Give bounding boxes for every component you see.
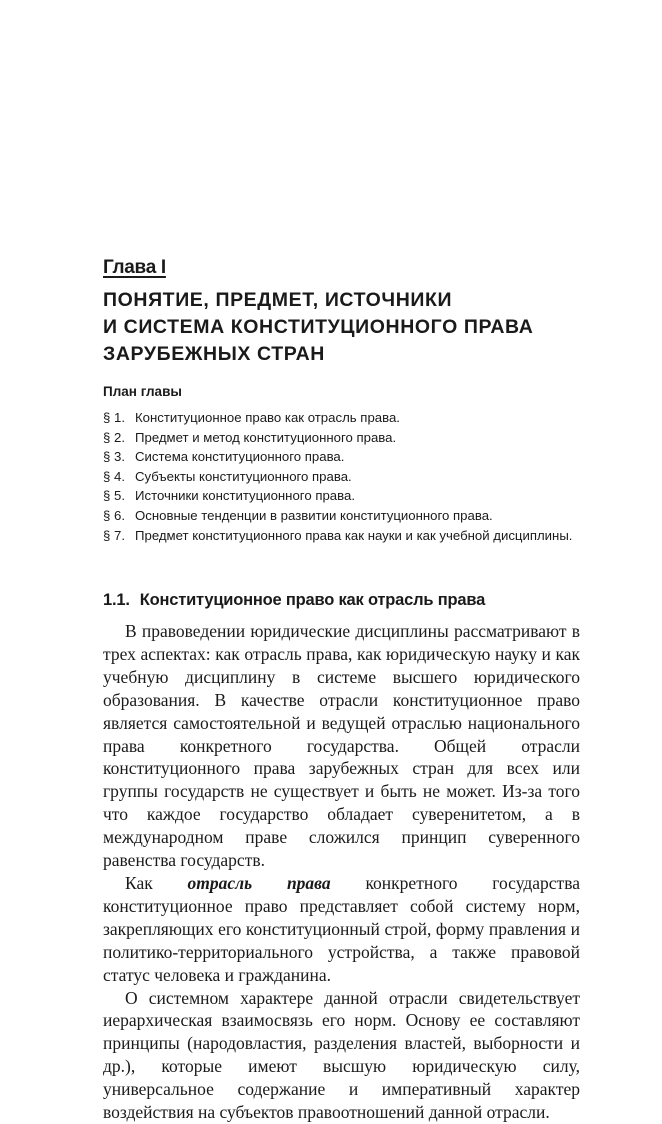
plan-item [103,506,573,526]
plan-item-number: § 5. [103,488,125,504]
emphasized-term: отрасль права [187,872,331,893]
plan-item-number: § 3. [103,449,125,465]
plan-item-text: Субъекты конституционного права. [135,468,352,484]
plan-list [103,408,573,545]
body-text [103,620,580,1124]
plan-item [103,447,573,467]
plan-item-number: § 2. [103,429,125,445]
plan-item-number: § 4. [103,468,125,484]
plan-item-text: Предмет и метод конституционного права. [135,429,397,445]
section-title: Конституционное право как отрасль права [139,591,486,609]
plan-item [103,526,573,546]
plan-item-text: Конституционное право как отрасль права. [135,410,400,425]
paragraph: В правоведении юридические дисциплины рассматривают в трех аспектах: как отрасль права, как юридическую науку и как учебную дисциплину в системе высшего юридического образования. В качестве отрасли конституционное право является самостоятельной и ведущей отраслью национального права конкретного государства. Общей отрасли конституционного права зарубежных стран для всех или группы государств не существует и быть не может. Из-за того что каждое государство обладает суверенитетом, а в международном праве сложился принцип суверенного равенства государств. [103,621,580,871]
plan-item-number: § 6. [103,507,125,523]
paragraph-text: Как [125,872,188,893]
plan-item-number: § 7. [103,527,125,543]
plan-item [103,428,573,448]
plan-item-text: Система конституционного права. [135,449,345,465]
plan-item [103,467,573,487]
paragraph-text: конкретного государства конституционное право представляет собой систему норм, закрепляющих его конституционный строй, форму правления и политико-территориального устройства, а также правовой статус человека и гражданина. [103,872,581,985]
chapter-title-line: ЗАРУБЕЖНЫХ СТРАН [103,343,325,365]
plan-item-text: Основные тенденции в развитии конституционного права. [135,507,493,523]
plan-item [103,486,573,506]
paragraph: О системном характере данной отрасли свидетельствует иерархическая взаимосвязь его норм. Основу ее составляют принципы (народовластия, разделения властей, выборности и др.), которые имеют высшую юридическую силу, универсальное содержание и императивный характер воздействия на субъектов правоотношений данной отрасли. [103,987,580,1123]
plan-item-text: Источники конституционного права. [135,488,355,504]
section-number: 1.1. [103,591,130,609]
chapter-title [103,287,573,368]
chapter-title-line: ПОНЯТИЕ, ПРЕДМЕТ, ИСТОЧНИКИ [103,289,453,311]
plan-item-text: Предмет конституционного права как науки и как учебной дисциплины. [135,527,573,543]
section-heading [103,591,485,610]
chapter-title-line: И СИСТЕМА КОНСТИТУЦИОННОГО ПРАВА [103,316,534,338]
plan-item [103,408,573,428]
plan-heading: План главы [103,384,182,399]
chapter-label: Глава I [103,257,166,278]
paragraph [103,872,580,987]
plan-item-number: § 1. [103,410,125,425]
